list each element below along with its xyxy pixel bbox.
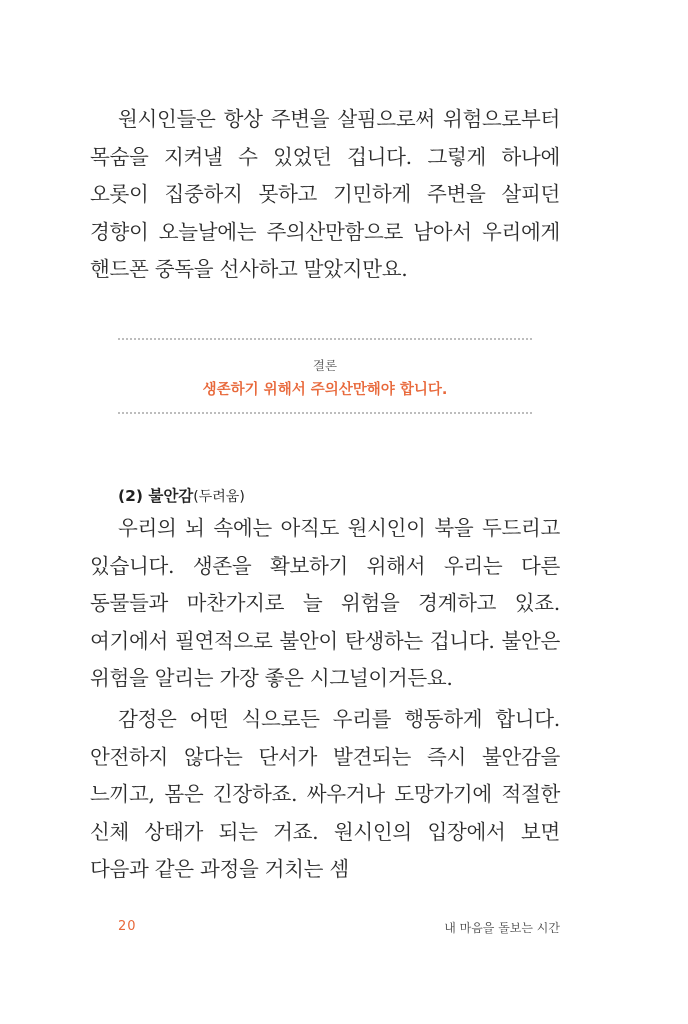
page-number: 20 <box>118 919 137 934</box>
body-paragraph-3: 감정은 어떤 식으로든 우리를 행동하게 합니다. 안전하지 않다는 단서가 발견되는 즉시 불안감을 느끼고, 몸은 긴장하죠. 싸우거나 도망가기에 적절한 신체 상태가 되는 거죠. 원시인의 입장에서 보면 다음과 같은 과정을 거치는 셈 <box>90 707 560 881</box>
running-footer-title: 내 마음을 돌보는 시간 <box>444 921 560 935</box>
callout-label: 결론 <box>312 358 338 373</box>
section-heading-main: (2) 불안감 <box>118 487 194 505</box>
section-heading-sub: (두려움) <box>193 489 245 505</box>
body-paragraph-2: 우리의 뇌 속에는 아직도 원시인이 북을 두드리고 있습니다. 생존을 확보하기 위해서 우리는 다른 동물들과 마찬가지로 늘 위험을 경계하고 있죠. 여기에서 필연적으로 불안이 탄생하는 겁니다. 불안은 위험을 알리는 가장 좋은 시그널이거든요. <box>90 516 560 690</box>
body-paragraph-1: 원시인들은 항상 주변을 살핌으로써 위험으로부터 목숨을 지켜낼 수 있었던 겁니다. 그렇게 하나에 오롯이 집중하지 못하고 기민하게 주변을 살피던 경향이 오늘날에는 주의산만함으로 남아서 우리에게 핸드폰 중독을 선사하고 말았지만요. <box>90 107 560 281</box>
conclusion-callout <box>118 338 532 414</box>
callout-text: 생존하기 위해서 주의산만해야 합니다. <box>202 382 448 398</box>
section-heading <box>118 484 245 506</box>
